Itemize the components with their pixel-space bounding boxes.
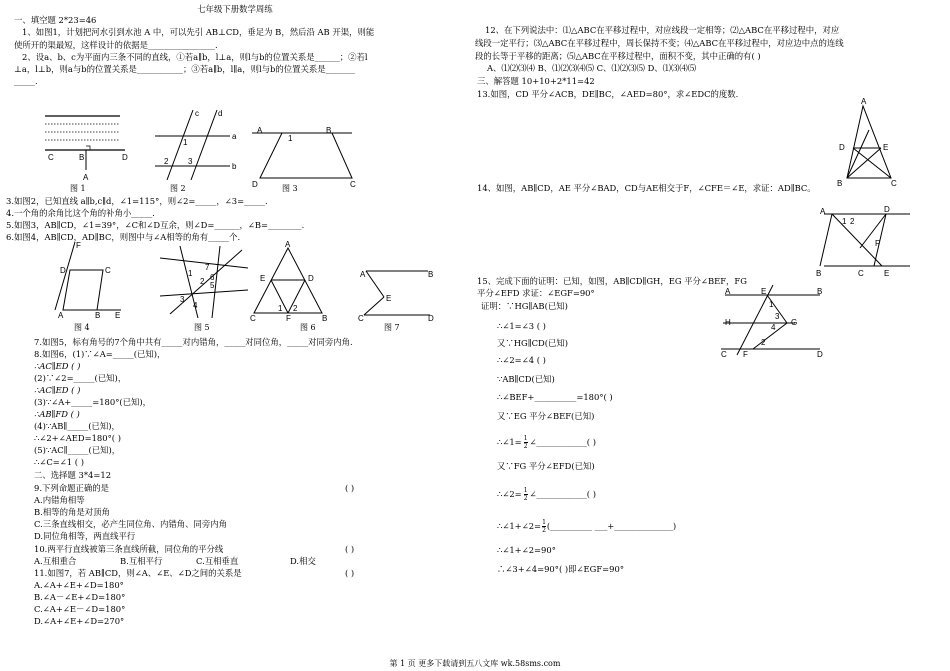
svg-text:A: A: [257, 126, 263, 135]
proof-line-6: 又∵EG 平分∠BEF(已知): [497, 411, 595, 421]
svg-text:C: C: [721, 350, 727, 359]
svg-text:C: C: [250, 314, 256, 323]
q11-option-a: A.∠A+∠E+∠D=180°: [34, 580, 124, 590]
figure-1-caption: 图 1: [70, 184, 86, 193]
q10-paren: ( ): [345, 544, 355, 554]
svg-text:E: E: [884, 269, 890, 278]
svg-text:C: C: [358, 314, 364, 323]
svg-text:C: C: [48, 153, 54, 162]
svg-text:B: B: [322, 314, 328, 323]
q10-option-b: B.互相平行: [120, 556, 163, 566]
svg-text:2: 2: [200, 277, 205, 286]
q14: 14、如图，AB∥CD，AE 平分∠BAD，CD与AE相交于F，∠CFE＝∠E，求证：AD∥BC。: [477, 183, 816, 193]
svg-text:C: C: [350, 180, 356, 189]
svg-text:2: 2: [761, 338, 766, 347]
svg-text:D: D: [428, 314, 434, 323]
q8-line4: (3)∵∠A+_____=180°(已知)，: [34, 397, 152, 407]
figure-4-caption: 图 4: [74, 323, 90, 332]
q12-options: A、⑴⑵⑶⑷ B、⑴⑵⑶⑷⑸ C、⑴⑵⑶⑸ D、⑴⑶⑷⑸: [487, 63, 697, 73]
svg-text:E: E: [883, 143, 889, 152]
svg-text:B: B: [95, 311, 101, 320]
svg-text:A: A: [58, 311, 64, 320]
svg-text:B: B: [326, 126, 332, 135]
figure-2-caption: 图 2: [170, 184, 186, 193]
svg-text:1: 1: [188, 269, 193, 278]
q11-option-b: B.∠A－∠E+∠D=180°: [34, 592, 126, 602]
q1-line2: 使所开的渠最短，这样设计的依据是________________.: [14, 40, 218, 50]
figure-7: [358, 265, 438, 323]
svg-text:1: 1: [288, 134, 293, 143]
svg-text:d: d: [218, 109, 223, 118]
q5: 5.如图3，AB∥CD，∠1=39°，∠C和∠D互余，则∠D=______，∠B=________.: [6, 220, 305, 230]
svg-text:D: D: [839, 143, 845, 152]
figure-3: [252, 123, 362, 188]
figure-7-caption: 图 7: [384, 323, 400, 332]
q2-line2: ⊥a，l⊥b，则a与b的位置关系是___________；③若a∥b，l∥a，则l与b的位置关系是_______: [14, 64, 355, 74]
figure-6-caption: 图 6: [300, 323, 316, 332]
svg-text:1: 1: [842, 217, 847, 226]
svg-text:1: 1: [769, 300, 774, 309]
figure-6: [250, 240, 330, 323]
svg-text:E: E: [386, 294, 392, 303]
proof-line-0: 证明：∵HG∥AB(已知): [481, 301, 568, 311]
q1-line1: 1、如图1，计划把河水引到水池 A 中，可以先引 AB⊥CD，垂足为 B，然后沿 AB 开渠，则能: [22, 27, 375, 37]
q9-option-a: A.内错角相等: [34, 495, 85, 505]
svg-text:D: D: [884, 205, 890, 214]
q11-paren: ( ): [345, 568, 355, 578]
svg-text:B: B: [79, 153, 85, 162]
q10-option-d: D.相交: [290, 556, 316, 566]
svg-text:F: F: [76, 241, 81, 250]
q13: 13.如图，CD 平分∠ACB，DE∥BC，∠AED=80°，求∠EDC的度数.: [477, 89, 739, 99]
section-answer: 三、解答题 10+10+2*11=42: [477, 76, 595, 86]
proof-line-12: ∴∠3+∠4=90°( )即∠EGF=90°: [497, 564, 625, 574]
svg-text:C: C: [891, 179, 897, 188]
q8-line7: ∴∠2+∠AED=180°( ): [34, 433, 121, 443]
q10: 10.两平行直线被第三条直线所截，同位角的平分线: [34, 544, 224, 554]
q8-line2: (2)∵∠2=_____(已知)，: [34, 373, 127, 383]
svg-text:2: 2: [850, 217, 855, 226]
q11-option-c: C.∠A+∠E－∠D=180°: [34, 604, 126, 614]
svg-text:D: D: [122, 153, 128, 162]
proof-line-7: ∴∠1= $\frac{1}{2}$ ∠____________( ): [497, 435, 596, 450]
svg-text:F: F: [875, 239, 880, 248]
svg-text:a: a: [232, 132, 237, 141]
svg-text:2: 2: [164, 157, 169, 166]
svg-text:H: H: [725, 318, 731, 327]
svg-text:E: E: [260, 274, 266, 283]
q8-line3: ∴AC∥ED ( ): [34, 385, 81, 395]
proof-line-10: ∴∠1+∠2= $\frac{1}{2}$ (__________ ___+______________): [497, 519, 677, 534]
svg-text:A: A: [861, 97, 867, 106]
svg-text:3: 3: [180, 295, 185, 304]
q9: 9.下列命题正确的是: [34, 483, 109, 493]
q15-line2: 平分∠EFD 求证：∠EGF=90°: [477, 288, 595, 298]
svg-text:c: c: [195, 109, 199, 118]
q9-option-c: C.三条直线相交，必产生同位角、内错角、同旁内角: [34, 519, 228, 529]
svg-text:5: 5: [210, 281, 215, 290]
q11-option-d: D.∠A+∠E+∠D=270°: [34, 616, 125, 626]
svg-text:b: b: [232, 162, 237, 171]
q8-line9: ∴∠C=∠1 ( ): [34, 457, 84, 467]
section-choice: 二、选择题 3*4=12: [34, 470, 112, 480]
figure-1: [40, 112, 140, 184]
proof-line-9: ∴∠2= $\frac{1}{2}$ ∠____________( ): [497, 487, 596, 502]
page-title: 七年级下册数学周练: [197, 4, 273, 14]
q12-line1: 12、在下列说法中：⑴△ABC在平移过程中，对应线段一定相等；⑵△ABC在平移过程中，对应: [485, 25, 840, 35]
q9-option-d: D.同位角相等，两直线平行: [34, 531, 136, 541]
q10-option-a: A.互相重合: [34, 556, 77, 566]
q2-line3: _____.: [14, 76, 38, 86]
q3: 3.如图2，已知直线 a∥b,c∥d，∠1=115°，则∠2=_____，∠3=_____.: [6, 196, 268, 206]
svg-text:B: B: [816, 269, 822, 278]
svg-text:A: A: [360, 270, 366, 279]
svg-text:A: A: [820, 207, 826, 216]
q13-figure: [835, 97, 905, 188]
svg-text:3: 3: [775, 312, 780, 321]
q8-line6: (4)∵AB∥_____(已知)，: [34, 421, 120, 431]
svg-text:2: 2: [293, 304, 298, 313]
figure-2: [155, 108, 250, 186]
svg-text:E: E: [761, 287, 767, 296]
svg-text:7: 7: [205, 263, 210, 272]
q12-line2: 线段一定平行；⑶△ABC在平移过程中，周长保持不变；⑷△ABC在平移过程中，对应边中点的连线: [475, 38, 844, 48]
proof-line-3: ∴∠2=∠4 ( ): [497, 355, 546, 365]
section-fill-blank: 一、填空题 2*23=46: [14, 15, 97, 25]
svg-text:A: A: [725, 287, 731, 296]
q15-line1: 15、完成下面的证明：已知，如图，AB∥CD∥GH，EG 平分∠BEF，FG: [477, 276, 747, 286]
proof-line-11: ∴∠1+∠2=90°: [497, 545, 556, 555]
svg-text:1: 1: [183, 138, 188, 147]
svg-text:B: B: [837, 179, 843, 188]
svg-text:E: E: [115, 311, 121, 320]
svg-text:B: B: [817, 287, 823, 296]
figure-4: [55, 240, 145, 320]
figure-5: [160, 246, 250, 318]
svg-text:D: D: [60, 266, 66, 275]
q8-line5: ∴AB∥FD ( ): [34, 409, 80, 419]
q14-figure: [816, 205, 910, 278]
svg-text:6: 6: [210, 273, 215, 282]
proof-line-4: ∵AB∥CD(已知): [497, 374, 555, 384]
q7: 7.如图5，标有角号的7个角中共有_____对内错角，_____对同位角，_____对同旁内角.: [34, 337, 353, 347]
svg-text:C: C: [858, 269, 864, 278]
q9-paren: ( ): [345, 483, 355, 493]
svg-text:3: 3: [188, 157, 193, 166]
figure-3-caption: 图 3: [282, 184, 298, 193]
q4: 4.一个角的余角比这个角的补角小_____.: [6, 208, 155, 218]
svg-text:A: A: [285, 240, 291, 249]
svg-text:4: 4: [771, 323, 776, 332]
proof-line-1: ∴∠1=∠3 ( ): [497, 321, 546, 331]
figure-5-caption: 图 5: [194, 323, 210, 332]
svg-text:D: D: [308, 274, 314, 283]
q15-figure: [715, 285, 825, 360]
svg-text:A: A: [83, 173, 89, 182]
svg-text:F: F: [743, 350, 748, 359]
svg-text:G: G: [791, 318, 798, 327]
svg-text:F: F: [286, 314, 291, 323]
q8-line8: (5)∵AC∥_____(已知)，: [34, 445, 121, 455]
svg-text:D: D: [817, 350, 823, 359]
svg-text:1: 1: [278, 304, 283, 313]
q12-line3: 段的长等于平移的距离；⑸△ABC在平移过程中，面积不变，其中正确的有( ): [475, 51, 761, 61]
page-footer: 第 1 页 更多下载请到五八文库 wk.58sms.com: [389, 659, 561, 668]
q10-option-c: C.互相垂直: [196, 556, 239, 566]
svg-text:4: 4: [193, 301, 198, 310]
svg-text:C: C: [105, 266, 111, 275]
q9-option-b: B.相等的角是对顶角: [34, 507, 110, 517]
q6: 6.如图4，AB∥CD，AD∥BC，则图中与∠A相等的角有_____个.: [6, 232, 241, 242]
proof-line-8: 又∵FG 平分∠EFD(已知): [497, 461, 595, 471]
q2-line1: 2、设a、b、c为平面内三条不同的直线，①若a∥b，l⊥a，则l与b的位置关系是______；②若l: [22, 52, 368, 62]
q11: 11.如图7，若 AB∥CD，则∠A、∠E、∠D之间的关系是: [34, 568, 242, 578]
svg-text:B: B: [428, 270, 434, 279]
proof-line-2: 又∵HG∥CD(已知): [497, 338, 569, 348]
svg-text:D: D: [252, 180, 258, 189]
q8: 8.如图6，(1)∵∠A=_____(已知)，: [34, 349, 166, 359]
q8-line1: ∴AC∥ED ( ): [34, 361, 81, 371]
proof-line-5: ∴∠BEF+__________=180°( ): [497, 392, 613, 402]
